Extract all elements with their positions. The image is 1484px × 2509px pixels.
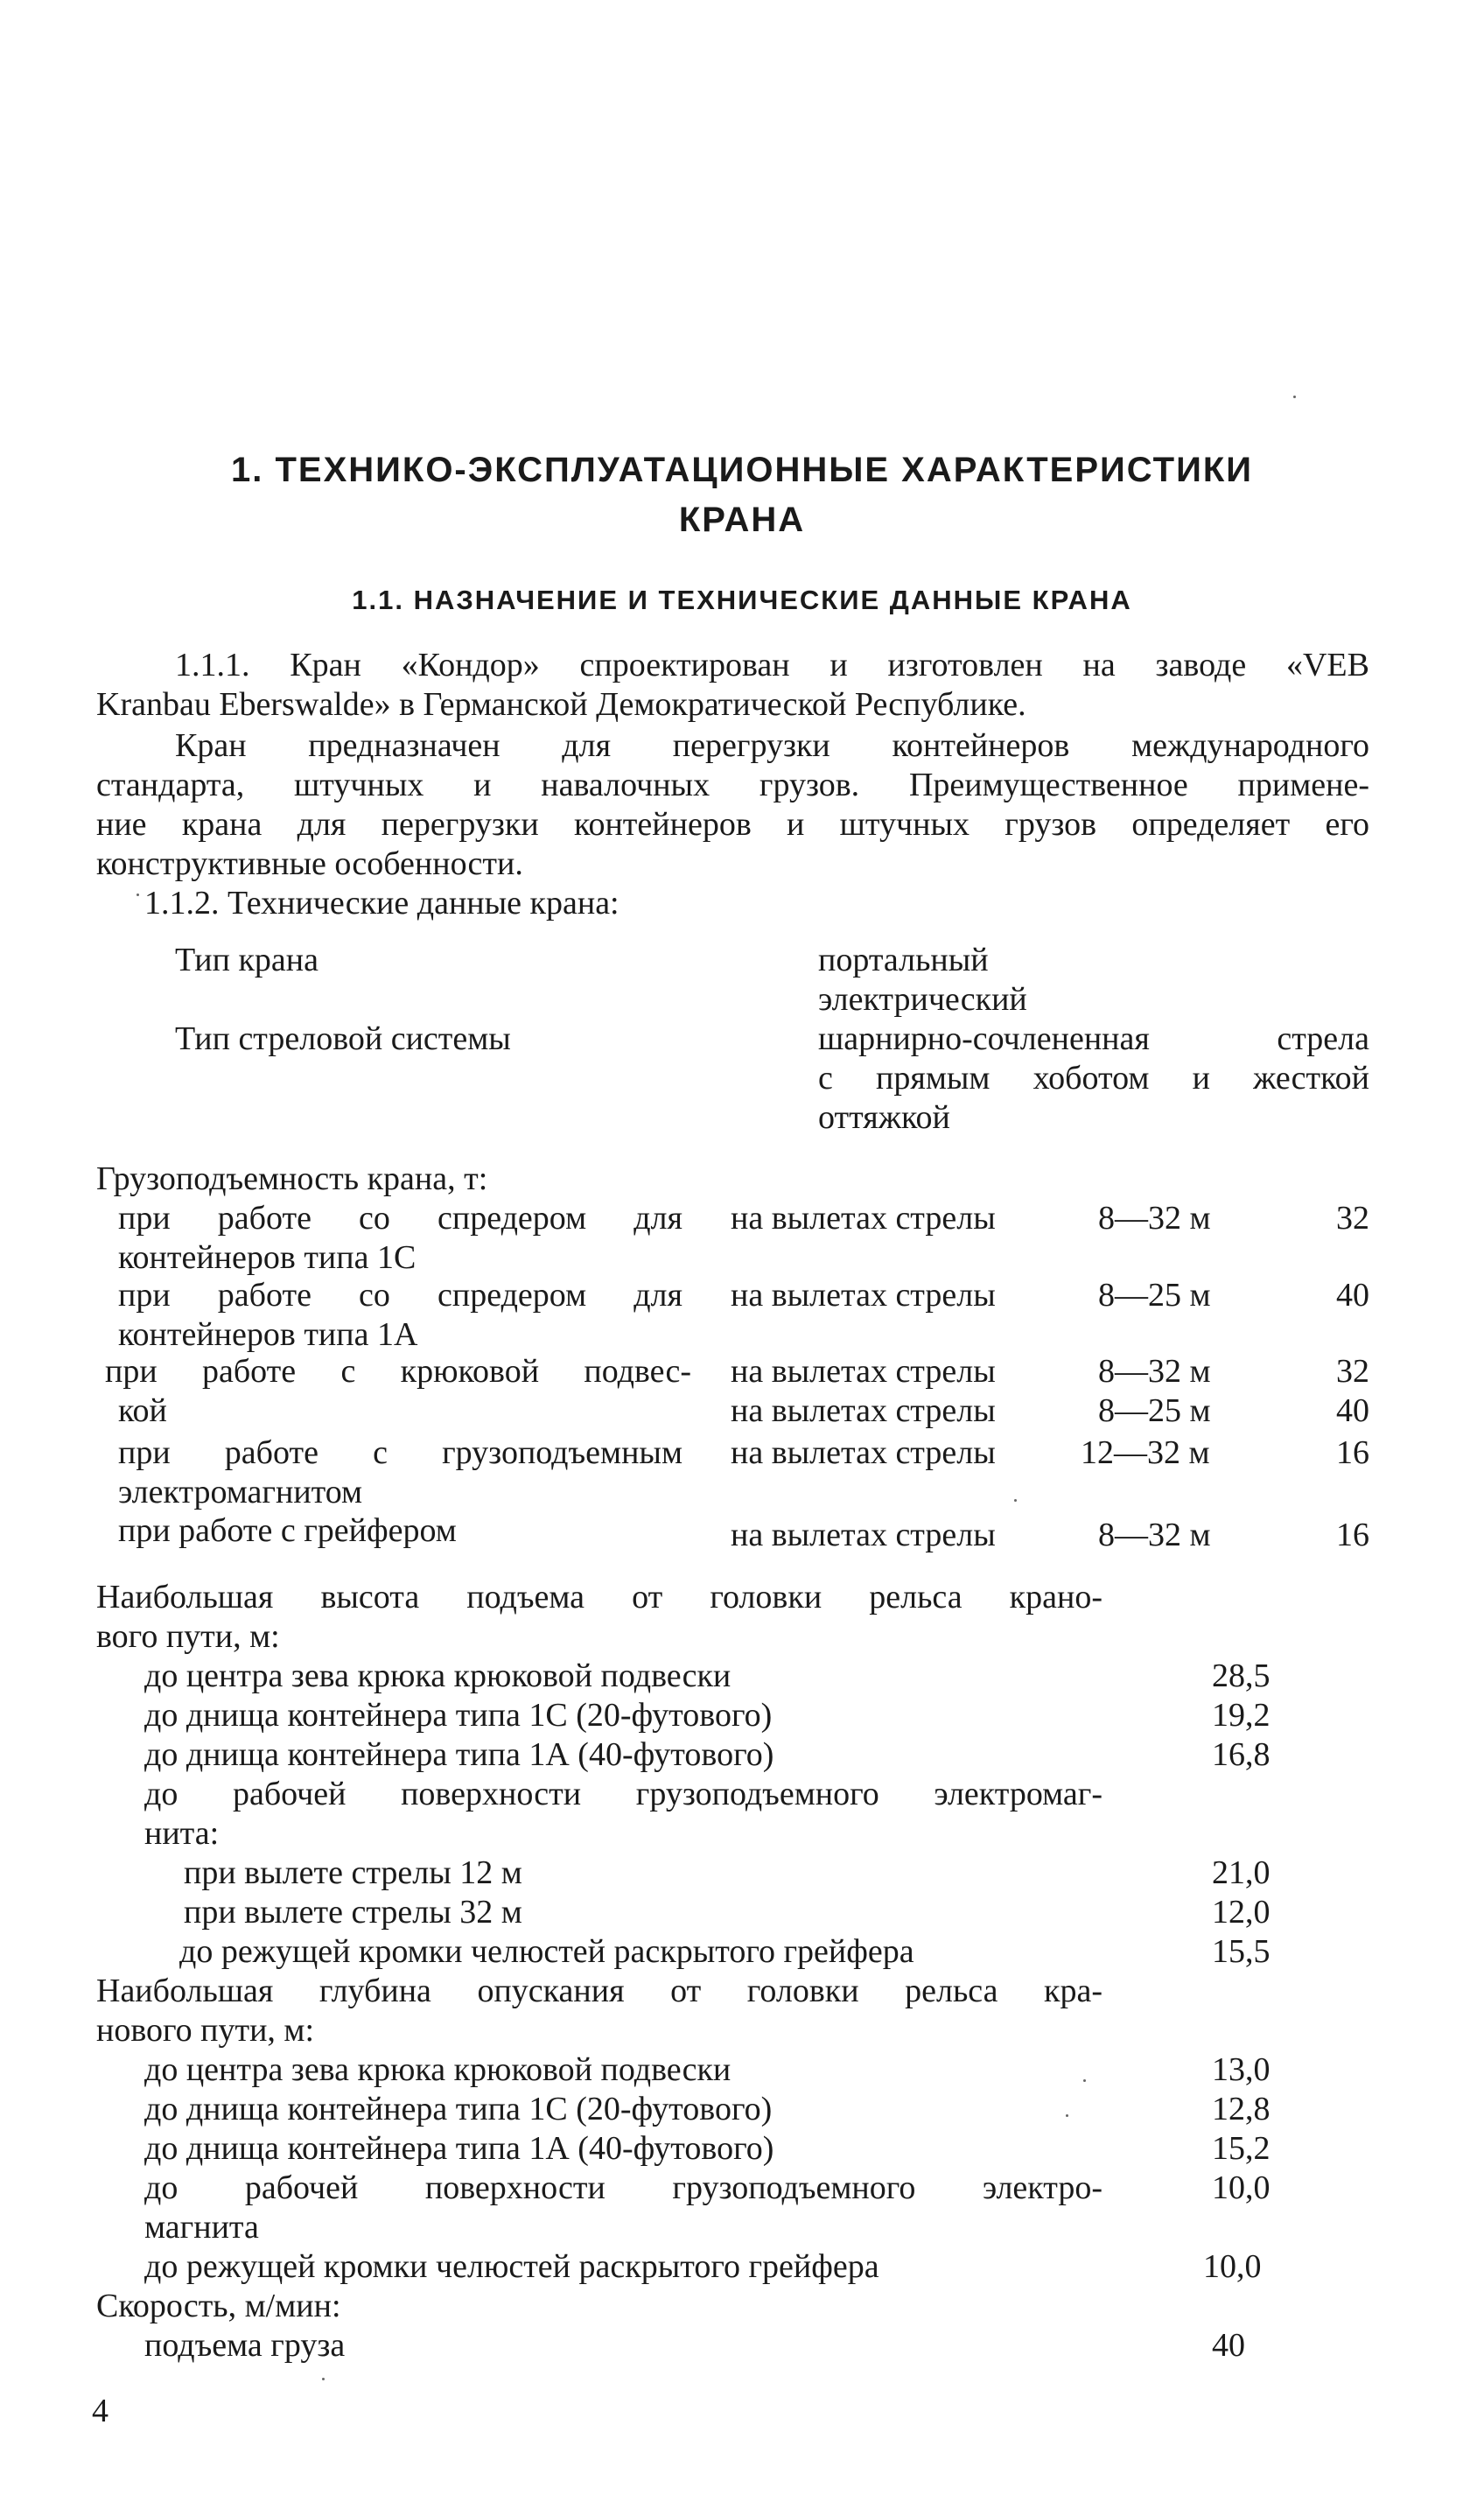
spec-type-value-2: электрический: [818, 981, 1027, 1018]
para2-line4: конструктивные особенности.: [96, 845, 523, 882]
depth-item3: до днища контейнера типа 1А (40-футового): [144, 2130, 774, 2167]
spec-boom-value-3: оттяжкой: [818, 1099, 950, 1136]
spec-boom-label: Тип стреловой системы: [175, 1020, 511, 1057]
height-value2: 19,2: [1212, 1697, 1270, 1734]
speed-header: Скорость, м/мин:: [96, 2288, 341, 2324]
capacity-row5-label: при работе с грейфером: [118, 1512, 457, 1549]
height-item5: при вылете стрелы 12 м: [184, 1854, 522, 1891]
stray-mark: [1083, 2079, 1086, 2082]
capacity-row1-range: 8—32 м: [1098, 1200, 1211, 1237]
capacity-row2-range: 8—25 м: [1098, 1277, 1211, 1314]
capacity-header: Грузоподъемность крана, т:: [96, 1160, 488, 1197]
speed-item1: подъема груза: [144, 2327, 346, 2364]
capacity-row5-range: 8—32 м: [1098, 1517, 1211, 1553]
depth-value4: 10,0: [1212, 2169, 1270, 2206]
page-number: 4: [92, 2393, 108, 2429]
capacity-row3-label-1: при работе с крюковой подвес-: [105, 1353, 691, 1390]
capacity-row3a-range: 8—32 м: [1098, 1353, 1211, 1390]
stray-mark: [1014, 1499, 1017, 1502]
stray-mark: [1293, 396, 1296, 398]
depth-item2: до днища контейнера типа 1С (20-футового): [144, 2091, 773, 2127]
capacity-row3a-value: 32: [1336, 1353, 1369, 1390]
capacity-row1-label-2: контейнеров типа 1С: [118, 1239, 416, 1276]
stray-mark: [136, 894, 139, 896]
capacity-row4-label-2: электромагнитом: [118, 1474, 363, 1510]
depth-value2: 12,8: [1212, 2091, 1270, 2127]
capacity-row1-label-1: при работе со спредером для: [118, 1200, 682, 1237]
height-header-line1: Наибольшая высота подъема от головки рельса крано-: [96, 1579, 1102, 1615]
speed-value1: 40: [1212, 2327, 1245, 2364]
spec-boom-value-2: с прямым хоботом и жесткой: [818, 1060, 1369, 1097]
depth-item1: до центра зева крюка крюковой подвески: [144, 2051, 732, 2088]
para2-line3: ние крана для перегрузки контейнеров и штучных грузов определяет его: [96, 806, 1369, 843]
capacity-row4-label-1: при работе с грузоподъемным: [118, 1434, 682, 1471]
depth-item5: до режущей кромки челюстей раскрытого грейфера: [144, 2248, 879, 2285]
capacity-row3a-mid: на вылетах стрелы: [731, 1353, 996, 1390]
height-item1: до центра зева крюка крюковой подвески: [144, 1657, 732, 1694]
height-value5: 21,0: [1212, 1854, 1270, 1891]
depth-item4-line2: магнита: [144, 2209, 259, 2246]
height-value3: 16,8: [1212, 1736, 1270, 1773]
stray-mark: [322, 2378, 325, 2380]
capacity-row5-mid: на вылетах стрелы: [731, 1517, 996, 1553]
capacity-row4-mid: на вылетах стрелы: [731, 1434, 996, 1471]
height-item4-line1: до рабочей поверхности грузоподъемного электромаг-: [144, 1776, 1102, 1812]
para1-line1: 1.1.1. Кран «Кондор» спроектирован и изготовлен на заводе «VEB: [175, 647, 1369, 683]
spec-type-label: Тип крана: [175, 942, 318, 978]
depth-header-line2: нового пути, м:: [96, 2012, 315, 2049]
para2-line2: стандарта, штучных и навалочных грузов. Преимущественное примене-: [96, 767, 1369, 803]
height-item2: до днища контейнера типа 1С (20-футового): [144, 1697, 773, 1734]
para1-line2: Kranbau Eberswalde» в Германской Демократической Республике.: [96, 686, 1026, 723]
depth-value3: 15,2: [1212, 2130, 1270, 2167]
depth-value5: 10,0: [1203, 2248, 1262, 2285]
spec-type-value-1: портальный: [818, 942, 989, 978]
chapter-title-line1: 1. ТЕХНИКО-ЭКСПЛУАТАЦИОННЫЕ ХАРАКТЕРИСТИКИ: [231, 451, 1253, 489]
capacity-row3b-range: 8—25 м: [1098, 1392, 1211, 1429]
stray-mark: [1066, 2114, 1068, 2117]
capacity-row1-mid: на вылетах стрелы: [731, 1200, 996, 1237]
height-value7: 15,5: [1212, 1933, 1270, 1970]
capacity-row5-value: 16: [1336, 1517, 1369, 1553]
capacity-row4-range: 12—32 м: [1081, 1434, 1210, 1471]
spec-boom-value-1: шарнирно-сочлененная стрела: [818, 1020, 1369, 1057]
capacity-row3b-value: 40: [1336, 1392, 1369, 1429]
para3: 1.1.2. Технические данные крана:: [144, 885, 620, 922]
capacity-row4-value: 16: [1336, 1434, 1369, 1471]
capacity-row2-label-1: при работе со спредером для: [118, 1277, 682, 1314]
height-item3: до днища контейнера типа 1А (40-футового): [144, 1736, 774, 1773]
chapter-title-line2: КРАНА: [678, 501, 806, 539]
height-header-line2: вого пути, м:: [96, 1618, 280, 1655]
depth-value1: 13,0: [1212, 2051, 1270, 2088]
para2-line1: Кран предназначен для перегрузки контейнеров международного: [175, 727, 1369, 764]
capacity-row3-label-2: кой: [118, 1392, 167, 1429]
height-item7: до режущей кромки челюстей раскрытого грейфера: [179, 1933, 914, 1970]
height-item4-line2: нита:: [144, 1815, 220, 1852]
height-value1: 28,5: [1212, 1657, 1270, 1694]
height-item6: при вылете стрелы 32 м: [184, 1894, 522, 1931]
capacity-row3b-mid: на вылетах стрелы: [731, 1392, 996, 1429]
capacity-row2-mid: на вылетах стрелы: [731, 1277, 996, 1314]
capacity-row1-value: 32: [1336, 1200, 1369, 1237]
capacity-row2-value: 40: [1336, 1277, 1369, 1314]
capacity-row2-label-2: контейнеров типа 1А: [118, 1316, 418, 1353]
depth-header-line1: Наибольшая глубина опускания от головки рельса кра-: [96, 1973, 1102, 2009]
height-value6: 12,0: [1212, 1894, 1270, 1931]
section-title: 1.1. НАЗНАЧЕНИЕ И ТЕХНИЧЕСКИЕ ДАННЫЕ КРАНА: [352, 585, 1132, 615]
depth-item4-line1: до рабочей поверхности грузоподъемного электро-: [144, 2169, 1102, 2206]
